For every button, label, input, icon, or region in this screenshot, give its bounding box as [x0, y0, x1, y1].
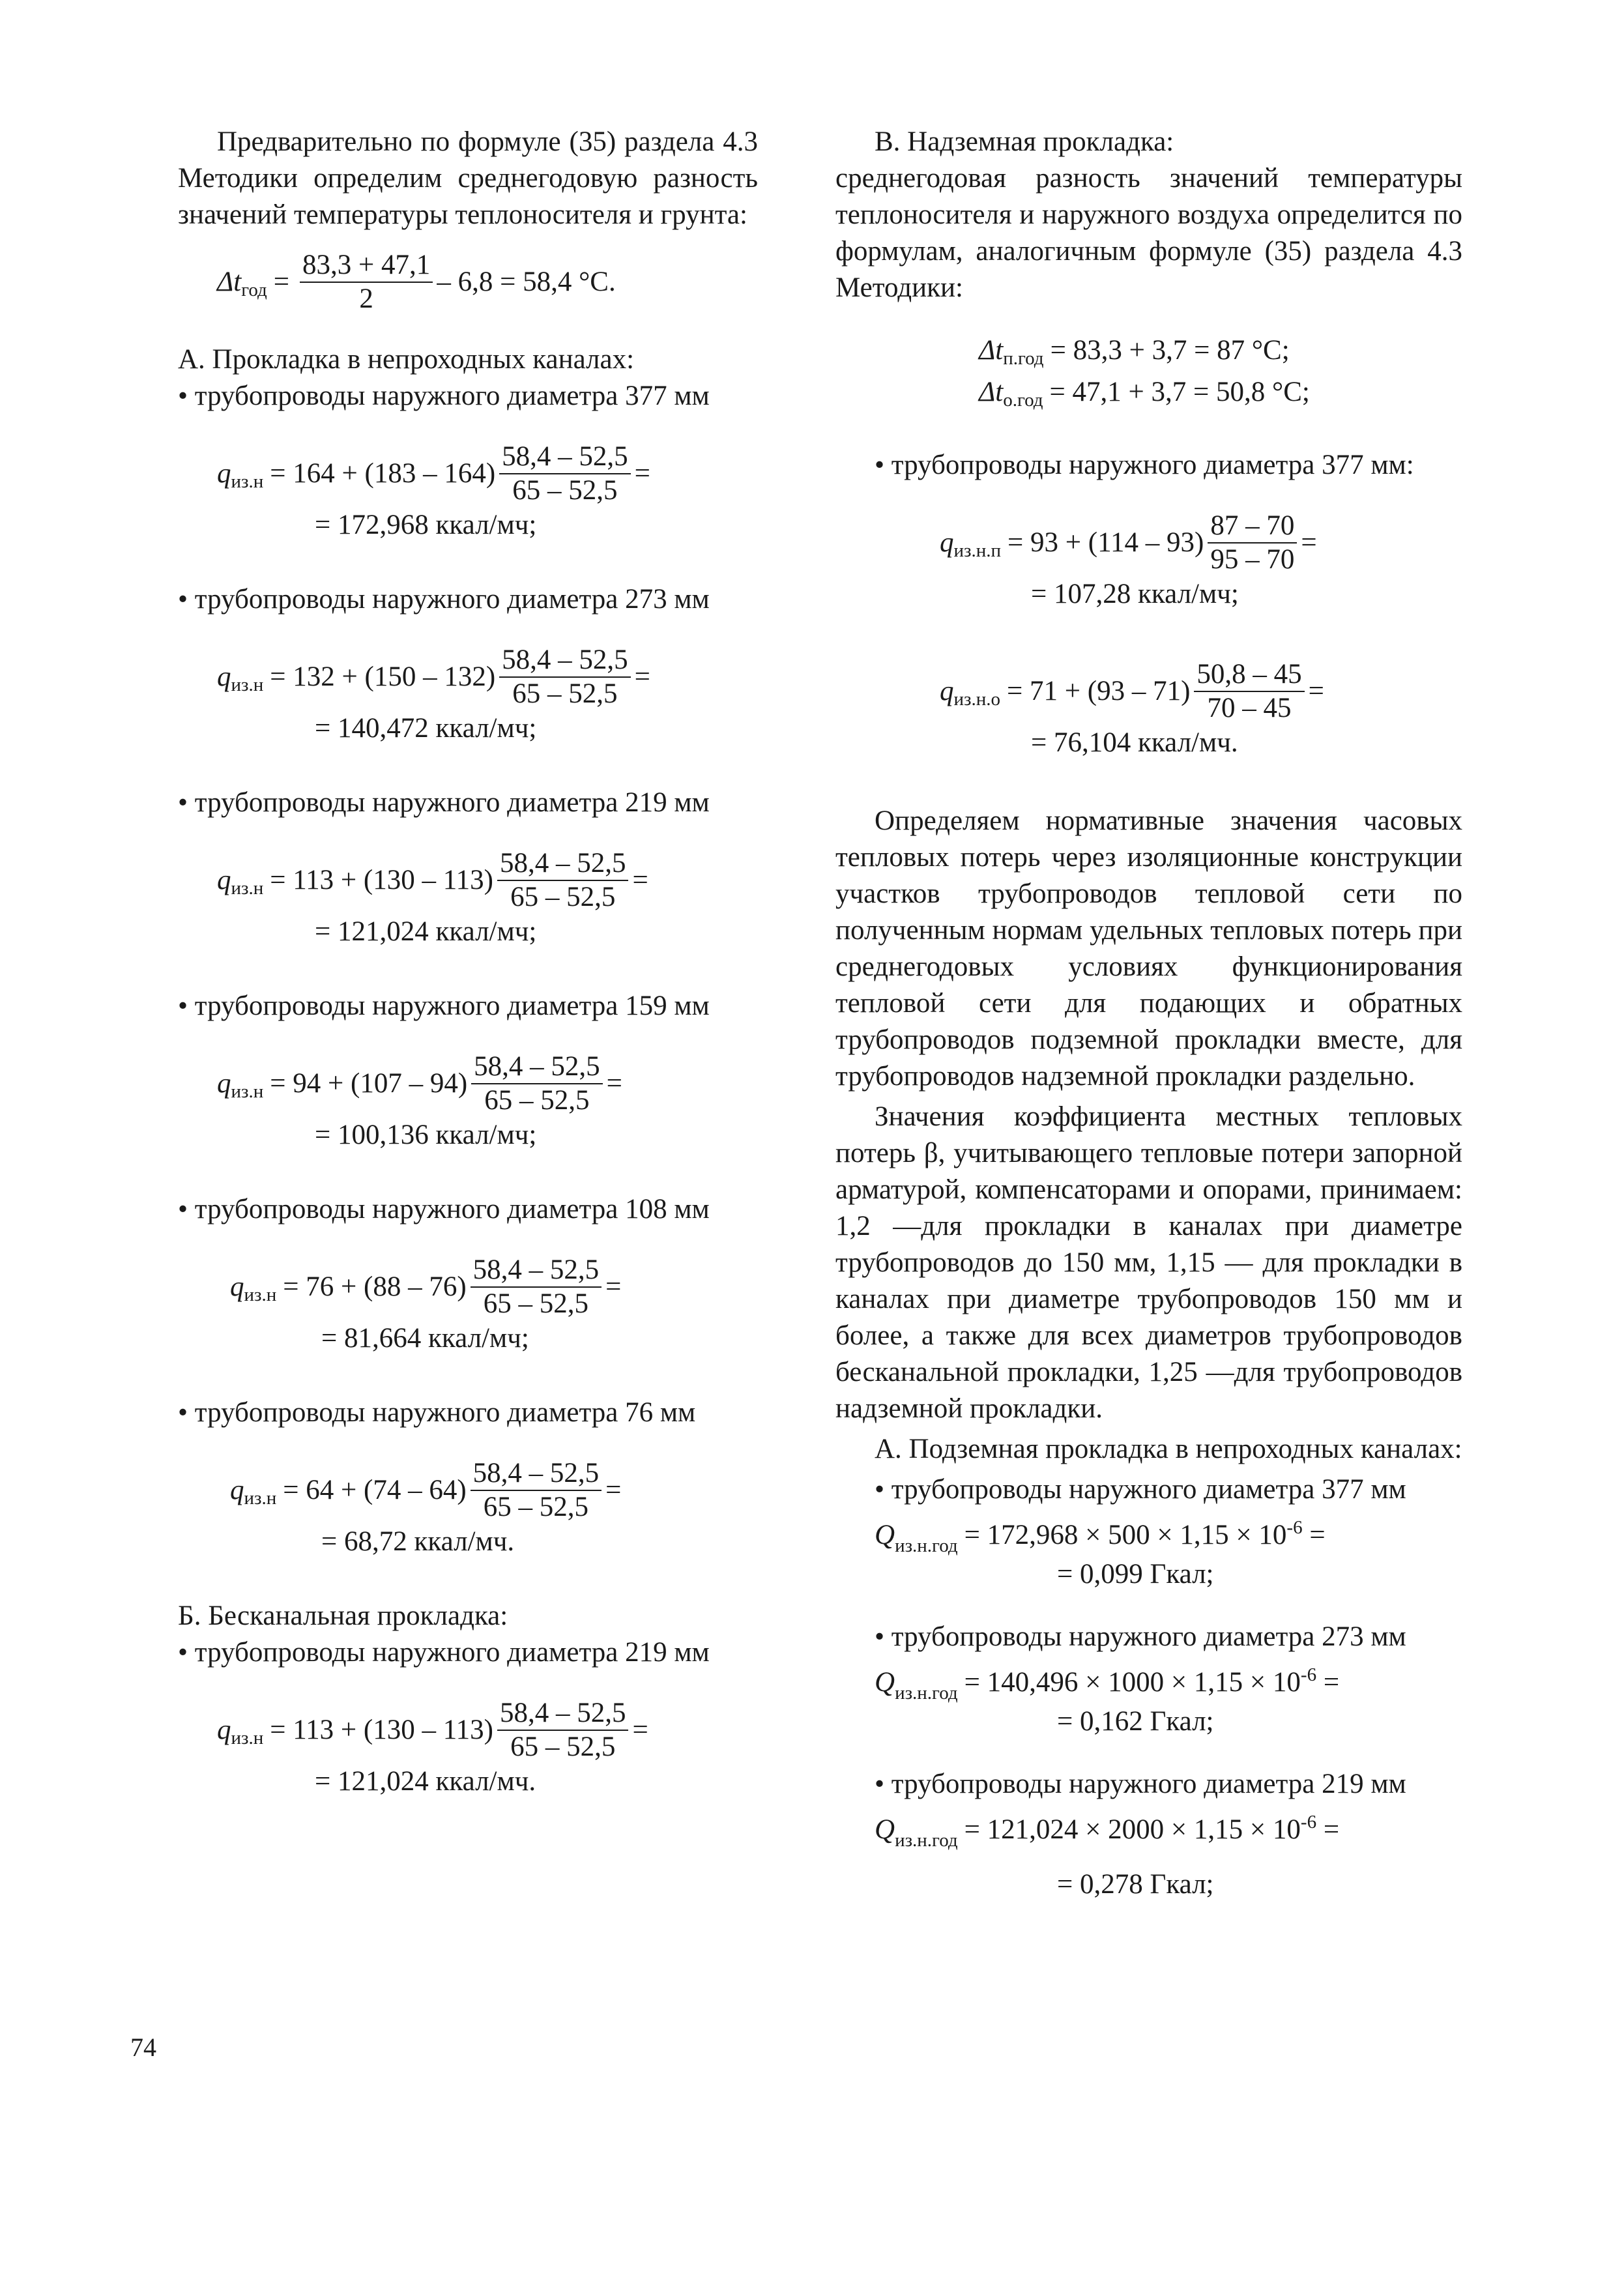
result-76: = 68,72 ккал/мч. [321, 1526, 515, 1557]
formula-219: q из.н = 113 + (130 – 113) $\frac{58,4 - 52,5}{65 - 52,5}$ = = 121,024 ккал/мч; [217, 847, 758, 950]
v-intro: среднегодовая разность значений температуры теплоносителя и наружного воздуха определится по формулам, аналогичным формуле (35) раздела 4.3 Методики: [835, 163, 1462, 303]
formula-108: q из.н = 76 + (88 – 76) $\frac{58,4 - 52,5}{65 - 52,5}$ = = 81,664 ккал/мч; [230, 1254, 758, 1357]
Q-bullet-377: • трубопроводы наружного диаметра 377 мм [875, 1474, 1406, 1505]
result-qo: = 76,104 ккал/мч. [1031, 727, 1238, 758]
bullet-108: • трубопроводы наружного диаметра 108 мм [178, 1194, 710, 1225]
bullet-273: • трубопроводы наружного диаметра 273 мм [178, 584, 710, 615]
dt-fraction: $\frac{83,3 + 47,1}{2}$ [300, 249, 433, 315]
formula-159: q из.н = 94 + (107 – 94) $\frac{58,4 - 52,5}{65 - 52,5}$ = = 100,136 ккал/мч; [217, 1051, 758, 1153]
bullet-159: • трубопроводы наружного диаметра 159 мм [178, 991, 710, 1021]
left-column [178, 124, 758, 1800]
bullet-76: • трубопроводы наружного диаметра 76 мм [178, 1397, 696, 1428]
result-qp: = 107,28 ккал/мч; [1031, 579, 1239, 609]
bullet-219: • трубопроводы наружного диаметра 219 мм [178, 787, 710, 818]
paragraph-beta: Значения коэффициента местных тепловых потерь β, учитывающего тепловые потери запорной арматурой, компенсаторами и опорами, принимаем: 1,2 —для прокладки в каналах при диаметре трубопроводов до 150 мм, 1,15 — для прокладки в каналах при диаметре трубопроводов 150 мм и более, а также для всех диаметров трубопроводов бесканальной прокладки, 1,25 —для трубопроводов надземной прокладки. [835, 1101, 1462, 1424]
intro-paragraph: Предварительно по формуле (35) раздела 4.3 Методики определим среднегодовую разность значений температуры теплоносителя и грунта: [178, 126, 758, 230]
page-number: 74 [130, 2033, 156, 2062]
right-column [835, 124, 1462, 1903]
Q-bullet-219: • трубопроводы наружного диаметра 219 мм [875, 1769, 1406, 1799]
section-a2-heading: А. Подземная прокладка в непроходных каналах: [875, 1434, 1462, 1464]
Q-result-219: = 0,278 Гкал; [1057, 1869, 1214, 1900]
Q-result-377: = 0,099 Гкал; [1057, 1559, 1214, 1589]
Q-bullet-273: • трубопроводы наружного диаметра 273 мм [875, 1621, 1406, 1652]
formula-qo: q из.н.о = 71 + (93 – 71) $\frac{50,8 - 45}{70 - 45}$ = = 76,104 ккал/мч. [940, 658, 1462, 761]
section-b-heading: Б. Бесканальная прокладка: [178, 1601, 508, 1631]
section-v-heading: В. Надземная прокладка: [875, 126, 1174, 157]
result-377: = 172,968 ккал/мч; [315, 510, 537, 540]
result-273: = 140,472 ккал/мч; [315, 713, 537, 744]
paragraph-norms: Определяем нормативные значения часовых тепловых потерь через изоляционные конструкции участков трубопроводов тепловой сети по полученным нормам удельных тепловых потерь при среднегодовых условиях функционирования тепловой сети для подающих и обратных трубопроводов подземной прокладки вместе, для трубопроводов надземной прокладки раздельно. [835, 805, 1462, 1092]
Q-formula-219: $Q_{из.н.год} = 121,024 \times 2000 \times 1,15 \times 10^{-6}$ = = 0,278 Гкал; [875, 1812, 1462, 1903]
Q-formula-273: $Q_{из.н.год} = 140,496 \times 1000 \times 1,15 \times 10^{-6}$ = = 0,162 Гкал; [875, 1664, 1462, 1740]
result-108: = 81,664 ккал/мч; [321, 1323, 529, 1354]
section-a-heading: А. Прокладка в непроходных каналах: [178, 344, 635, 375]
dt-tail: – 6,8 = 58,4 °C. [437, 267, 616, 297]
result-159: = 100,136 ккал/мч; [315, 1120, 537, 1150]
dt-formula: Δt год = $\frac{83,3 + 47,1}{2}$ – 6,8 = 58,4 °C. [217, 250, 616, 314]
Q-result-273: = 0,162 Гкал; [1057, 1706, 1214, 1737]
formula-273: q из.н = 132 + (150 – 132) $\frac{58,4 - 52,5}{65 - 52,5}$ = = 140,472 ккал/мч; [217, 644, 758, 747]
dt-subscript: год [241, 280, 267, 300]
dt-p-formula: Δt п.год = 83,3 + 3,7 = 87 °C; [979, 335, 1290, 369]
formula-qp: q из.н.п = 93 + (114 – 93) $\frac{87 - 70}{95 - 70}$ = = 107,28 ккал/мч; [940, 510, 1462, 613]
formula-76: q из.н = 64 + (74 – 64) $\frac{58,4 - 52,5}{65 - 52,5}$ = = 68,72 ккал/мч. [230, 1457, 758, 1560]
dt-o-formula: Δt о.год = 47,1 + 3,7 = 50,8 °C; [979, 377, 1310, 411]
result-219: = 121,024 ккал/мч; [315, 916, 537, 947]
bullet-377: • трубопроводы наружного диаметра 377 мм [178, 381, 710, 411]
formula-b-219: q из.н = 113 + (130 – 113) $\frac{58,4 - 52,5}{65 - 52,5}$ = = 121,024 ккал/мч. [217, 1697, 758, 1800]
result-b-219: = 121,024 ккал/мч. [315, 1766, 536, 1797]
Q-formula-377: $Q_{из.н.год} = 172,968 \times 500 \times 1,15 \times 10^{-6}$ = = 0,099 Гкал; [875, 1517, 1462, 1593]
dt-symbol: Δt [217, 267, 242, 297]
v-bullet-377: • трубопроводы наружного диаметра 377 мм: [875, 450, 1414, 480]
formula-377: q из.н = 164 + (183 – 164) $\frac{58,4 - 52,5}{65 - 52,5}$ = = 172,968 ккал/мч; [217, 441, 758, 544]
bullet-b-219: • трубопроводы наружного диаметра 219 мм [178, 1637, 710, 1668]
